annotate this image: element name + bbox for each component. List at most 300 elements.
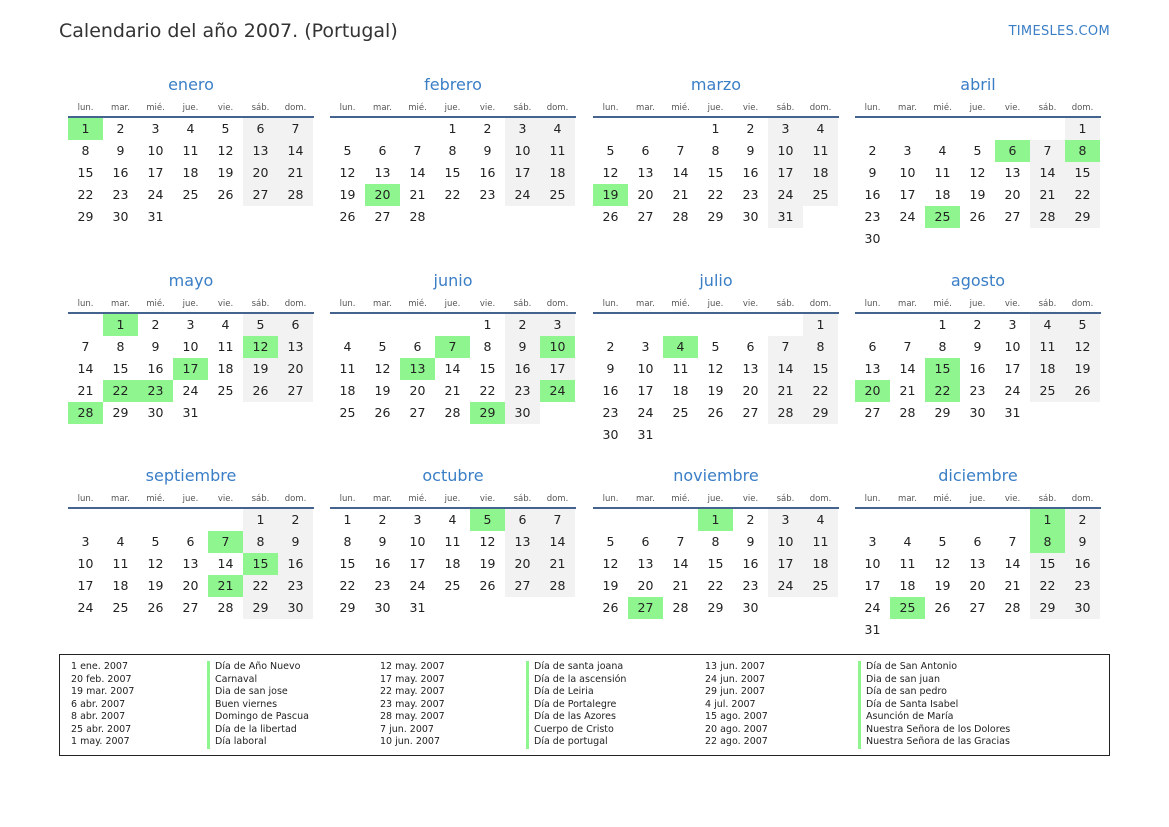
day-cell: 18 <box>803 162 838 184</box>
weekday-label: lun. <box>864 299 881 309</box>
weekday-header <box>68 491 314 509</box>
weekday-label: mié. <box>671 494 690 504</box>
day-cell: 14 <box>1004 556 1021 571</box>
day-cell: 30 <box>374 600 391 615</box>
day-cell: 6 <box>505 509 540 531</box>
day-cell: 23 <box>112 187 129 202</box>
weekday-label: sáb. <box>251 103 270 113</box>
day-cell: 30 <box>147 405 164 420</box>
day-cell: 18 <box>1030 358 1065 380</box>
month-title: enero <box>168 75 214 94</box>
day-cell: 2 <box>151 317 160 332</box>
empty-cell <box>68 314 103 336</box>
day-cell: 6 <box>746 339 755 354</box>
day-cell: 31 <box>864 622 881 637</box>
weekday-label: sáb. <box>776 299 795 309</box>
day-cell: 11 <box>803 531 838 553</box>
weekday-header <box>330 296 576 314</box>
day-cell: 13 <box>864 361 881 376</box>
day-cell: 2 <box>606 339 615 354</box>
day-cell: 21 <box>1004 578 1021 593</box>
day-cell: 1 <box>343 512 352 527</box>
empty-cell <box>628 314 663 336</box>
day-cell: 13 <box>969 556 986 571</box>
day-cell: 27 <box>864 405 881 420</box>
day-cell: 14 <box>217 556 234 571</box>
day-cell: 12 <box>602 165 619 180</box>
day-cell: 15 <box>77 165 94 180</box>
day-cell: 12 <box>602 556 619 571</box>
holiday-date: 17 may. 2007 <box>380 673 445 685</box>
day-grid <box>330 314 575 424</box>
empty-cell <box>593 118 628 140</box>
day-cell: 15 <box>112 361 129 376</box>
empty-cell <box>103 509 138 531</box>
day-cell: 29 <box>112 405 129 420</box>
weekday-label: sáb. <box>251 299 270 309</box>
day-cell: 3 <box>151 121 160 136</box>
day-cell: 29 <box>1030 597 1065 619</box>
day-cell: 9 <box>505 336 540 358</box>
day-cell: 24 <box>899 209 916 224</box>
day-cell: 26 <box>339 209 356 224</box>
weekday-label: vie. <box>479 299 496 309</box>
day-cell: 8 <box>711 143 720 158</box>
weekday-header <box>68 296 314 314</box>
holiday-dates-column <box>705 661 768 749</box>
day-cell: 19 <box>243 358 278 380</box>
empty-cell <box>593 314 628 336</box>
month-agosto <box>855 270 1101 424</box>
day-cell: 14 <box>77 361 94 376</box>
weekday-label: jue. <box>444 494 461 504</box>
day-cell: 22 <box>1065 184 1100 206</box>
day-cell: 5 <box>378 339 387 354</box>
day-cell: 14 <box>444 361 461 376</box>
month-mayo <box>68 270 314 424</box>
weekday-label: sáb. <box>251 494 270 504</box>
day-cell: 15 <box>339 556 356 571</box>
day-cell: 30 <box>742 209 759 224</box>
weekday-label: vie. <box>217 494 234 504</box>
weekday-label: mié. <box>933 103 952 113</box>
day-cell: 22 <box>803 380 838 402</box>
holiday-day-cell: 25 <box>925 206 960 228</box>
day-cell: 26 <box>934 600 951 615</box>
holiday-day-cell: 1 <box>103 314 138 336</box>
day-cell: 17 <box>540 358 575 380</box>
day-cell: 13 <box>505 531 540 553</box>
day-cell: 23 <box>374 578 391 593</box>
day-cell: 13 <box>637 165 654 180</box>
weekday-label: dom. <box>809 494 832 504</box>
holiday-day-cell: 8 <box>1065 140 1100 162</box>
day-cell: 31 <box>409 600 426 615</box>
holiday-date: 15 ago. 2007 <box>705 711 768 722</box>
weekday-label: jue. <box>707 299 724 309</box>
day-cell: 25 <box>540 184 575 206</box>
day-cell: 18 <box>540 162 575 184</box>
weekday-label: mar. <box>636 299 655 309</box>
day-cell: 10 <box>864 556 881 571</box>
day-cell: 4 <box>343 339 352 354</box>
day-cell: 22 <box>707 578 724 593</box>
day-cell: 26 <box>374 405 391 420</box>
empty-cell <box>925 509 960 531</box>
weekday-label: vie. <box>742 299 759 309</box>
day-cell: 28 <box>672 600 689 615</box>
day-grid <box>330 509 575 619</box>
holiday-name: Día de la ascensión <box>534 673 627 685</box>
day-cell: 3 <box>540 314 575 336</box>
day-grid <box>855 509 1100 641</box>
day-cell: 20 <box>969 578 986 593</box>
day-grid <box>593 118 838 228</box>
day-cell: 8 <box>116 339 125 354</box>
day-cell: 29 <box>1065 206 1100 228</box>
day-cell: 4 <box>221 317 230 332</box>
day-cell: 9 <box>378 534 387 549</box>
day-cell: 18 <box>339 383 356 398</box>
month-title: marzo <box>690 75 742 94</box>
day-cell: 26 <box>479 578 496 593</box>
holiday-name: Carnaval <box>215 673 258 685</box>
weekday-label: vie. <box>217 103 234 113</box>
weekday-label: vie. <box>479 494 496 504</box>
day-cell: 29 <box>803 402 838 424</box>
weekday-label: dom. <box>284 299 307 309</box>
day-cell: 21 <box>768 380 803 402</box>
day-cell: 7 <box>903 339 912 354</box>
day-cell: 21 <box>278 162 313 184</box>
day-cell: 7 <box>413 143 422 158</box>
day-cell: 7 <box>540 509 575 531</box>
holiday-name: Dia de san jose <box>215 686 288 697</box>
day-cell: 16 <box>278 553 313 575</box>
weekday-label: mar. <box>898 494 917 504</box>
empty-cell <box>960 509 995 531</box>
day-cell: 14 <box>409 165 426 180</box>
empty-cell <box>995 509 1030 531</box>
weekday-label: lun. <box>602 494 619 504</box>
day-cell: 16 <box>602 383 619 398</box>
day-cell: 6 <box>641 534 650 549</box>
day-cell: 9 <box>973 339 982 354</box>
month-title: agosto <box>950 271 1006 290</box>
day-cell: 21 <box>899 383 916 398</box>
day-cell: 21 <box>409 187 426 202</box>
day-cell: 23 <box>278 575 313 597</box>
day-cell: 3 <box>505 118 540 140</box>
day-cell: 11 <box>803 140 838 162</box>
day-cell: 4 <box>540 118 575 140</box>
day-cell: 4 <box>803 118 838 140</box>
day-cell: 18 <box>934 187 951 202</box>
day-cell: 10 <box>768 140 803 162</box>
day-cell: 30 <box>505 402 540 424</box>
weekday-label: jue. <box>182 494 199 504</box>
day-cell: 20 <box>243 162 278 184</box>
day-cell: 7 <box>768 336 803 358</box>
day-cell: 30 <box>969 405 986 420</box>
holiday-day-cell: 1 <box>698 509 733 531</box>
day-cell: 5 <box>1065 314 1100 336</box>
day-cell: 8 <box>803 336 838 358</box>
day-cell: 28 <box>899 405 916 420</box>
month-marzo <box>593 74 839 228</box>
empty-cell <box>855 118 890 140</box>
holiday-day-cell: 25 <box>890 597 925 619</box>
holiday-date: 28 may. 2007 <box>380 711 445 722</box>
empty-cell <box>890 118 925 140</box>
empty-cell <box>925 118 960 140</box>
holiday-date: 6 abr. 2007 <box>71 698 126 710</box>
day-cell: 2 <box>868 143 877 158</box>
day-cell: 24 <box>147 187 164 202</box>
empty-cell <box>855 509 890 531</box>
day-cell: 21 <box>77 383 94 398</box>
day-cell: 16 <box>374 556 391 571</box>
weekday-label: sáb. <box>513 299 532 309</box>
weekday-label: vie. <box>1004 299 1021 309</box>
day-cell: 17 <box>1004 361 1021 376</box>
holiday-names-column <box>858 661 1010 749</box>
day-cell: 28 <box>217 600 234 615</box>
day-cell: 25 <box>444 578 461 593</box>
month-title: noviembre <box>673 466 759 485</box>
day-cell: 10 <box>147 143 164 158</box>
month-title: septiembre <box>145 466 237 485</box>
weekday-header <box>855 100 1101 118</box>
weekday-label: jue. <box>444 103 461 113</box>
day-cell: 25 <box>339 405 356 420</box>
day-cell: 14 <box>899 361 916 376</box>
day-cell: 7 <box>278 118 313 140</box>
day-cell: 16 <box>1065 553 1100 575</box>
day-cell: 19 <box>934 578 951 593</box>
empty-cell <box>138 509 173 531</box>
holiday-day-cell: 5 <box>470 509 505 531</box>
day-cell: 11 <box>217 339 234 354</box>
day-cell: 29 <box>77 209 94 224</box>
day-cell: 27 <box>637 209 654 224</box>
weekday-label: mié. <box>671 103 690 113</box>
month-title: mayo <box>168 271 214 290</box>
holiday-name: Día laboral <box>215 736 267 747</box>
day-cell: 24 <box>409 578 426 593</box>
day-cell: 16 <box>147 361 164 376</box>
holiday-name: Nuestra Señora de los Dolores <box>866 723 1011 735</box>
day-cell: 6 <box>413 339 422 354</box>
day-cell: 19 <box>479 556 496 571</box>
day-cell: 18 <box>112 578 129 593</box>
weekday-label: jue. <box>969 299 986 309</box>
day-grid <box>593 314 838 446</box>
holiday-day-cell: 29 <box>470 402 505 424</box>
weekday-label: dom. <box>546 299 569 309</box>
holiday-list <box>59 654 1110 756</box>
day-cell: 29 <box>243 597 278 619</box>
day-cell: 15 <box>707 556 724 571</box>
day-cell: 29 <box>934 405 951 420</box>
day-cell: 18 <box>672 383 689 398</box>
day-cell: 26 <box>602 600 619 615</box>
weekday-label: jue. <box>969 103 986 113</box>
day-cell: 15 <box>707 165 724 180</box>
day-cell: 9 <box>746 534 755 549</box>
weekday-label: dom. <box>1071 299 1094 309</box>
day-cell: 9 <box>116 143 125 158</box>
day-cell: 28 <box>409 209 426 224</box>
day-cell: 4 <box>186 121 195 136</box>
day-cell: 5 <box>343 143 352 158</box>
day-cell: 6 <box>186 534 195 549</box>
day-cell: 22 <box>707 187 724 202</box>
empty-cell <box>663 509 698 531</box>
holiday-day-cell: 1 <box>1030 509 1065 531</box>
day-cell: 31 <box>637 427 654 442</box>
day-cell: 21 <box>672 578 689 593</box>
day-grid <box>855 314 1100 424</box>
day-cell: 23 <box>742 578 759 593</box>
weekday-label: mar. <box>373 103 392 113</box>
holiday-day-cell: 4 <box>663 336 698 358</box>
day-cell: 28 <box>672 209 689 224</box>
day-cell: 6 <box>641 143 650 158</box>
holiday-name: Día de san pedro <box>866 686 947 697</box>
month-title: junio <box>433 271 473 290</box>
weekday-label: mar. <box>373 299 392 309</box>
weekday-label: mié. <box>408 103 427 113</box>
holiday-name: Día de San Antonio <box>866 661 958 672</box>
day-cell: 12 <box>339 165 356 180</box>
day-cell: 9 <box>278 531 313 553</box>
day-cell: 20 <box>637 187 654 202</box>
day-cell: 5 <box>243 314 278 336</box>
day-cell: 10 <box>899 165 916 180</box>
day-cell: 15 <box>1030 553 1065 575</box>
holiday-date: 19 mar. 2007 <box>71 686 135 697</box>
weekday-label: lun. <box>77 494 94 504</box>
empty-cell <box>663 314 698 336</box>
month-octubre <box>330 465 576 619</box>
day-cell: 8 <box>81 143 90 158</box>
weekday-label: lun. <box>77 103 94 113</box>
weekday-label: lun. <box>864 494 881 504</box>
empty-cell <box>68 509 103 531</box>
day-cell: 17 <box>768 553 803 575</box>
day-cell: 26 <box>602 209 619 224</box>
weekday-label: mié. <box>933 299 952 309</box>
day-cell: 3 <box>768 509 803 531</box>
day-grid <box>68 509 313 619</box>
day-cell: 19 <box>602 578 619 593</box>
day-cell: 20 <box>182 578 199 593</box>
day-cell: 5 <box>938 534 947 549</box>
day-cell: 4 <box>448 512 457 527</box>
day-cell: 13 <box>182 556 199 571</box>
weekday-header <box>855 491 1101 509</box>
weekday-header <box>593 100 839 118</box>
day-cell: 20 <box>1004 187 1021 202</box>
day-cell: 8 <box>243 531 278 553</box>
day-cell: 23 <box>1065 575 1100 597</box>
holiday-day-cell: 10 <box>540 336 575 358</box>
day-cell: 25 <box>803 184 838 206</box>
day-cell: 20 <box>409 383 426 398</box>
day-cell: 26 <box>147 600 164 615</box>
empty-cell <box>435 314 470 336</box>
day-cell: 1 <box>1065 118 1100 140</box>
empty-cell <box>855 314 890 336</box>
holiday-name: Cuerpo de Cristo <box>534 723 614 735</box>
month-abril <box>855 74 1101 250</box>
holiday-date: 4 jul. 2007 <box>705 698 756 710</box>
month-junio <box>330 270 576 424</box>
holiday-name: Día de Leiria <box>534 686 594 697</box>
weekday-label: lun. <box>339 103 356 113</box>
day-cell: 9 <box>606 361 615 376</box>
day-cell: 10 <box>768 531 803 553</box>
day-cell: 2 <box>483 121 492 136</box>
day-cell: 30 <box>112 209 129 224</box>
day-cell: 14 <box>672 556 689 571</box>
day-cell: 26 <box>969 209 986 224</box>
weekday-label: mié. <box>933 494 952 504</box>
day-cell: 18 <box>899 578 916 593</box>
day-cell: 17 <box>899 187 916 202</box>
day-cell: 30 <box>1065 597 1100 619</box>
day-cell: 21 <box>540 553 575 575</box>
day-cell: 25 <box>1030 380 1065 402</box>
weekday-label: vie. <box>1004 494 1021 504</box>
month-title: julio <box>699 271 733 290</box>
site-link[interactable]: TIMESLES.COM <box>1008 24 1110 39</box>
holiday-day-cell: 1 <box>68 118 103 140</box>
day-cell: 12 <box>969 165 986 180</box>
day-cell: 14 <box>278 140 313 162</box>
weekday-label: lun. <box>77 299 94 309</box>
day-cell: 10 <box>1004 339 1021 354</box>
day-cell: 20 <box>637 578 654 593</box>
weekday-label: mar. <box>898 103 917 113</box>
holiday-date: 25 abr. 2007 <box>71 723 132 735</box>
day-cell: 16 <box>505 358 540 380</box>
weekday-label: vie. <box>742 494 759 504</box>
day-cell: 8 <box>938 339 947 354</box>
holiday-name: Asunción de María <box>866 711 954 722</box>
month-title: diciembre <box>938 466 1018 485</box>
day-cell: 9 <box>151 339 160 354</box>
day-cell: 3 <box>868 534 877 549</box>
empty-cell <box>208 509 243 531</box>
day-cell: 19 <box>147 578 164 593</box>
month-enero <box>68 74 314 228</box>
holiday-day-cell: 19 <box>593 184 628 206</box>
day-cell: 1 <box>243 509 278 531</box>
day-cell: 28 <box>1004 600 1021 615</box>
day-cell: 12 <box>147 556 164 571</box>
day-cell: 25 <box>182 187 199 202</box>
weekday-label: lun. <box>602 299 619 309</box>
day-cell: 26 <box>243 380 278 402</box>
empty-cell <box>400 314 435 336</box>
day-cell: 10 <box>182 339 199 354</box>
weekday-label: mar. <box>898 299 917 309</box>
day-cell: 3 <box>768 118 803 140</box>
holiday-date: 7 jun. 2007 <box>380 723 434 735</box>
day-cell: 11 <box>112 556 129 571</box>
